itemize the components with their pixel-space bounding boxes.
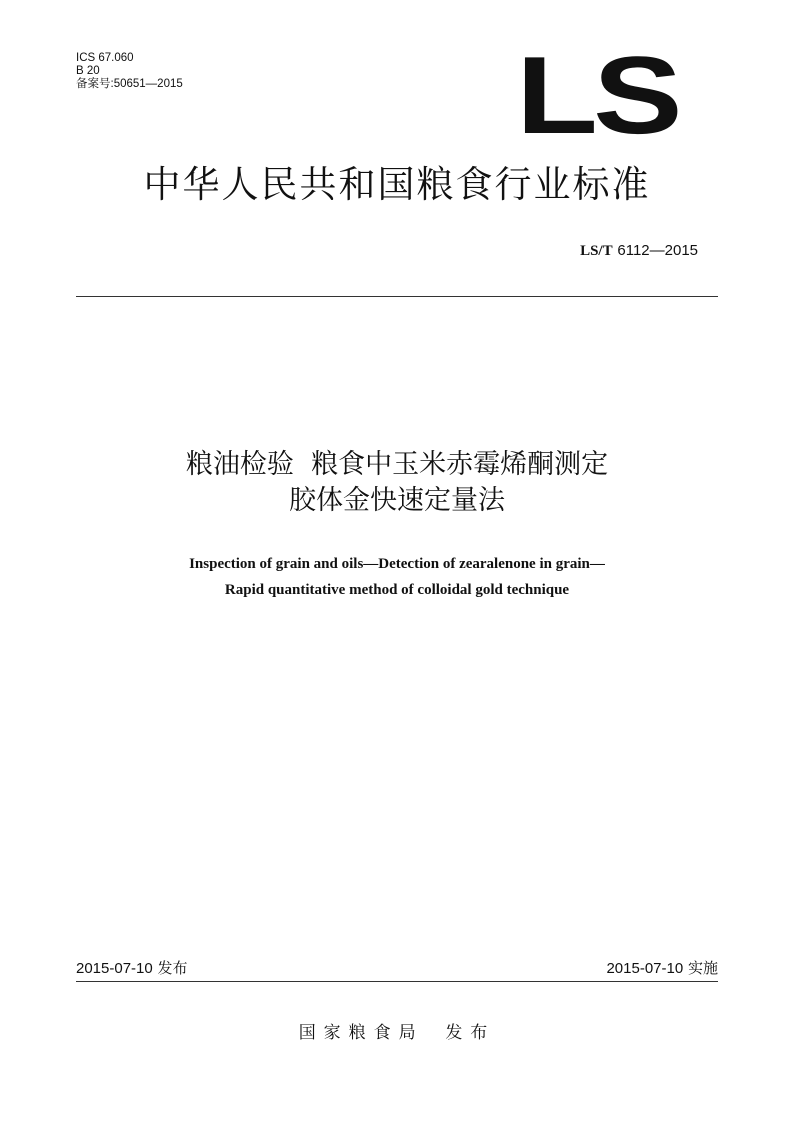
top-divider	[76, 296, 718, 297]
implementation-date-value: 2015-07-10	[606, 960, 684, 977]
implementation-date-label: 实施	[687, 959, 718, 977]
standard-prefix: LS/T	[580, 243, 613, 259]
chinese-title-line-2: 胶体金快速定量法	[289, 485, 505, 516]
issuing-body-title: 中华人民共和国粮食行业标准	[143, 163, 651, 206]
bottom-divider	[76, 981, 718, 982]
issue-date	[76, 958, 188, 979]
issue-date-label: 发布	[157, 959, 188, 977]
standard-number-value: 6112—2015	[617, 242, 698, 259]
publisher	[76, 1022, 718, 1044]
english-title-line-1: Inspection of grain and oils—Detection of zearalenone in grain—	[189, 556, 605, 572]
classification-code: B 20	[76, 65, 100, 77]
publisher-org: 国家粮食局	[298, 1023, 424, 1043]
issue-date-value: 2015-07-10	[76, 960, 153, 977]
record-number: 备案号:50651—2015	[76, 78, 183, 90]
publisher-action: 发布	[445, 1023, 496, 1043]
standard-number	[580, 240, 698, 261]
implementation-date	[606, 958, 718, 979]
ics-code: ICS 67.060	[76, 52, 134, 64]
ls-logo: LS	[516, 34, 678, 157]
english-title-line-2: Rapid quantitative method of colloidal gold technique	[224, 582, 570, 598]
chinese-title-line-1: 粮油检验 粮食中玉米赤霉烯酮测定	[185, 449, 609, 480]
